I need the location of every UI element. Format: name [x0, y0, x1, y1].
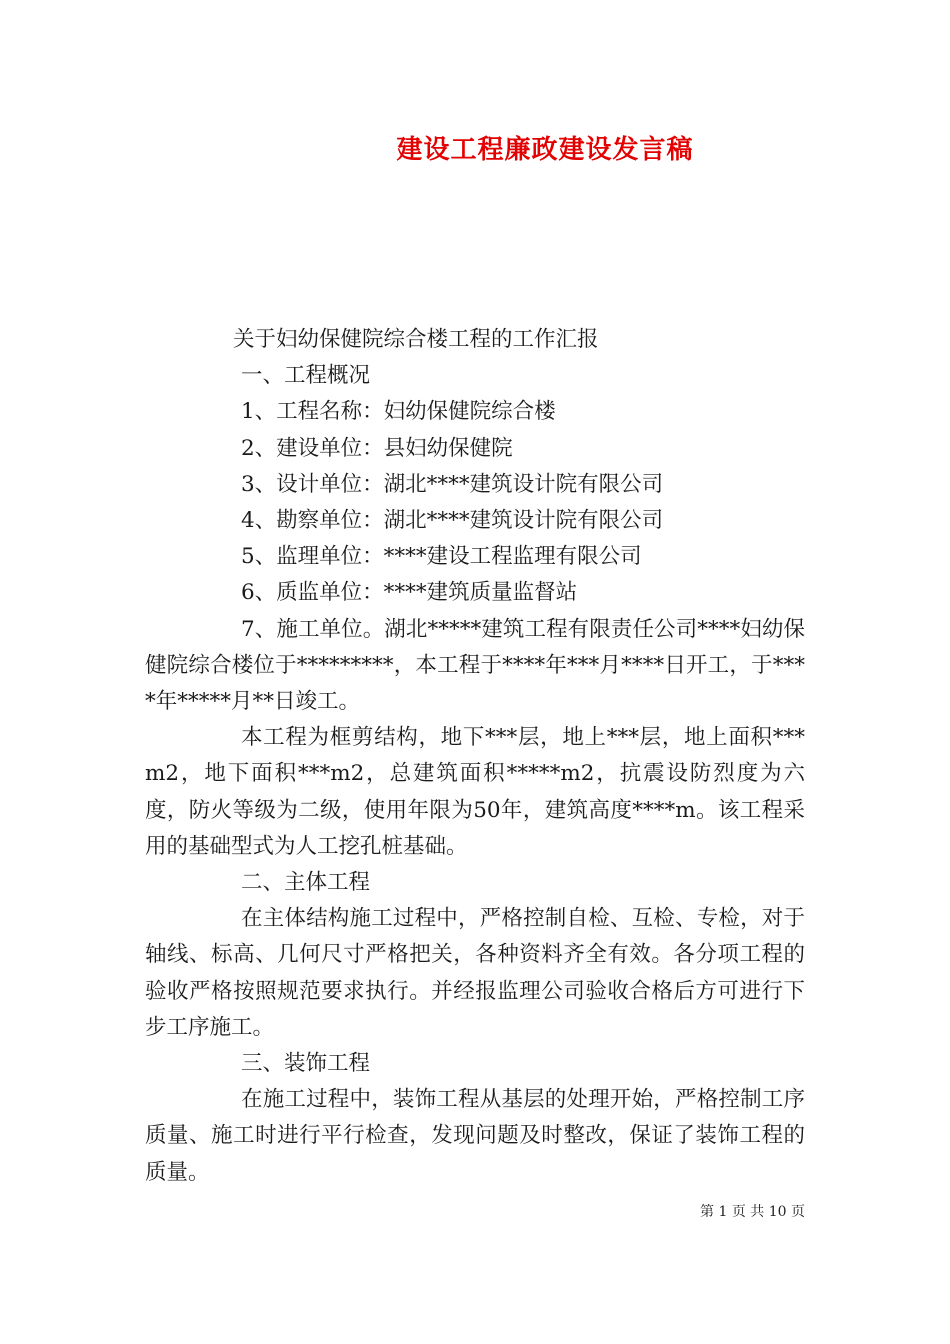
section-heading-decoration: 三、装饰工程 [241, 1051, 371, 1077]
list-item: 1、工程名称：妇幼保健院综合楼 [241, 399, 556, 425]
list-item-contractor: 7、施工单位。湖北*****建筑工程有限责任公司****妇幼保健院综合楼位于*********，本工程于****年***月****日开工，于****年*****月**日竣工。 [145, 616, 805, 715]
list-item: 5、监理单位：****建设工程监理有限公司 [241, 544, 642, 570]
document-body [145, 322, 805, 1191]
document-title: 建设工程廉政建设发言稿 [396, 135, 694, 165]
section-heading-main-structure: 二、主体工程 [241, 870, 371, 896]
list-item: 4、勘察单位：湖北****建筑设计院有限公司 [241, 508, 664, 534]
paragraph-main-structure: 在主体结构施工过程中，严格控制自检、互检、专检，对于轴线、标高、几何尺寸严格把关，各种资料齐全有效。各分项工程的验收严格按照规范要求执行。并经报监理公司验收合格后方可进行下步工序施工。 [145, 906, 805, 1040]
paragraph-structure: 本工程为框剪结构，地下***层，地上***层，地上面积***m2，地下面积***m2，总建筑面积*****m2，抗震设防烈度为六度，防火等级为二级，使用年限为50年，建筑高度****m。该工程采用的基础型式为人工挖孔桩基础。 [145, 725, 805, 859]
list-item: 6、质监单位：****建筑质量监督站 [241, 580, 578, 606]
paragraph-decoration: 在施工过程中，装饰工程从基层的处理开始，严格控制工序质量、施工时进行平行检查，发现问题及时整改，保证了装饰工程的质量。 [145, 1087, 805, 1185]
list-item: 3、设计单位：湖北****建筑设计院有限公司 [241, 471, 664, 497]
report-subtitle: 关于妇幼保健院综合楼工程的工作汇报 [233, 327, 599, 352]
section-heading-overview: 一、工程概况 [241, 363, 371, 389]
list-item: 2、建设单位：县妇幼保健院 [241, 435, 513, 461]
page-number: 第 1 页 共 10 页 [700, 1204, 805, 1220]
